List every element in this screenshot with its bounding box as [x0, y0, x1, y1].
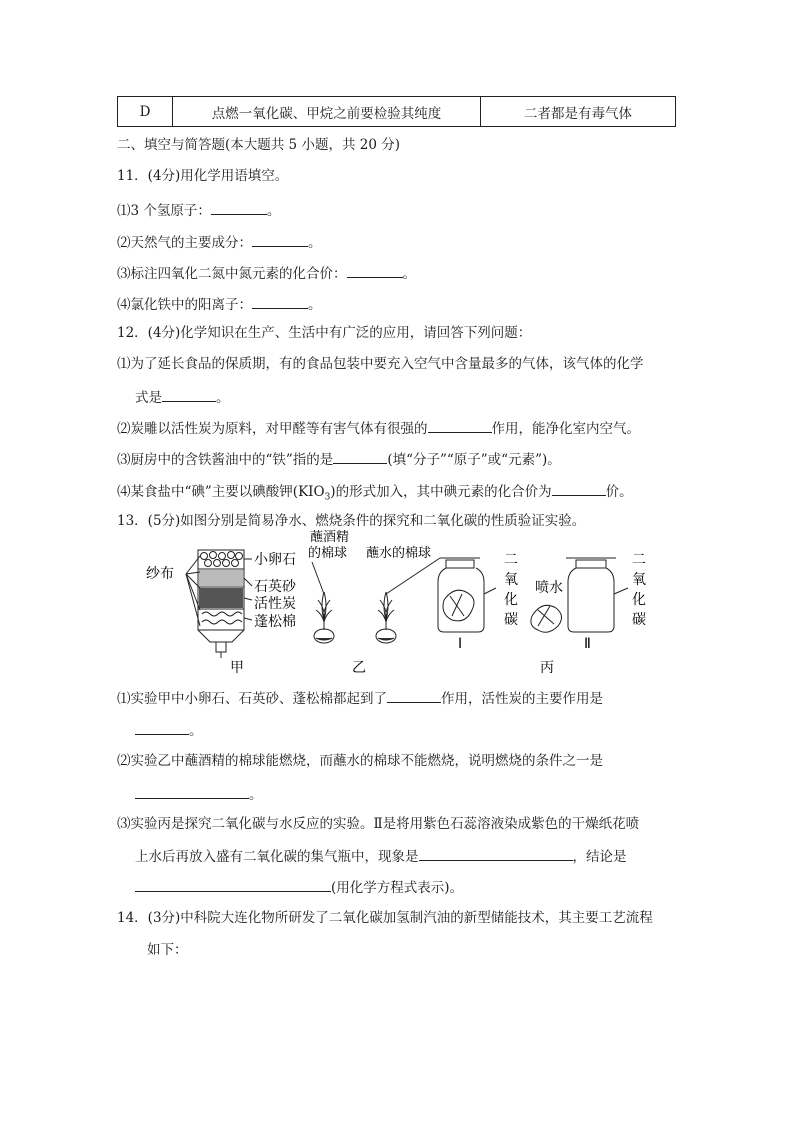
option-letter: D — [118, 97, 173, 127]
answer-blank[interactable] — [252, 232, 308, 247]
answer-blank[interactable] — [135, 784, 249, 799]
spray-label: 喷水 — [535, 580, 563, 596]
q13-stem: 13．(5分)如图分别是简易净水、燃烧条件的探究和二氧化碳的性质验证实验。 — [117, 513, 586, 529]
figure-label-bing: 丙 — [540, 660, 554, 676]
pebble-label: 小卵石 — [254, 552, 296, 568]
combustion-apparatus — [312, 558, 440, 643]
water-ball-label: 蘸水的棉球 — [366, 546, 432, 561]
alcohol-cotton-ball — [316, 592, 332, 622]
alcohol-label-2: 的棉球 — [308, 546, 348, 561]
answer-blank[interactable] — [135, 720, 189, 735]
co2-label: 化 — [504, 592, 518, 608]
carbon-label: 活性炭 — [254, 596, 296, 612]
q12-part4: ⑷某食盐中“碘”主要以碘酸钾$(KIO_3)$的形式加入，其中碘元素的化合价为 价。 — [117, 481, 633, 507]
q13-part1b: 。 — [135, 720, 203, 740]
jar-label-i: I — [458, 636, 463, 652]
answer-blank[interactable] — [135, 877, 331, 892]
q11-part1: ⑴3 个氢原子： 。 — [117, 200, 280, 220]
q12-part1a: ⑴为了延长食品的保质期，有的食品包装中要充入空气中含量最多的气体，该气体的化学 — [117, 356, 644, 372]
alcohol-label: 蘸酒精 — [310, 530, 350, 545]
co2-label: 二 — [504, 552, 518, 568]
jar-label-ii: Ⅱ — [584, 636, 591, 652]
sprayed-flower — [531, 605, 562, 632]
answer-blank[interactable] — [211, 200, 267, 215]
answer-blank[interactable] — [552, 481, 606, 496]
q13-part2a: ⑵实验乙中蘸酒精的棉球能燃烧，而蘸水的棉球不能燃烧，说明燃烧的条件之一是 — [117, 753, 603, 769]
q12-stem: 12．(4分)化学知识在生产、生活中有广泛的应用，请回答下列问题： — [117, 325, 532, 341]
q11-stem: 11．(4分)用化学用语填空。 — [117, 168, 289, 184]
q11-part3: ⑶标注四氧化二氮中氮元素的化合价： 。 — [117, 263, 416, 283]
q12-part1b: 式是 。 — [135, 387, 230, 407]
activated-carbon-layer — [199, 588, 243, 608]
q12-part2: ⑵炭雕以活性炭为原料，对甲醛等有害气体有很强的 作用，能净化室内空气。 — [117, 418, 640, 438]
q13-part2b: 。 — [135, 784, 263, 804]
litmus-paper-flower — [443, 590, 474, 621]
figure-label-yi: 乙 — [352, 660, 366, 676]
co2-label: 二 — [632, 552, 646, 568]
q12-part3: ⑶厨房中的含铁酱油中的“铁”指的是 (填“分子”“原子”或“元素”)。 — [117, 449, 561, 469]
co2-jar-1 — [438, 558, 496, 632]
q13-part3b: 上水后再放入盛有二氧化碳的集气瓶中，现象是 ，结论是 — [135, 846, 627, 866]
q14-stem-b: 如下： — [147, 942, 188, 958]
option-statement: 点燃一氧化碳、甲烷之前要检验其纯度 — [173, 97, 481, 127]
answer-blank[interactable] — [347, 263, 403, 278]
cotton-label: 蓬松棉 — [254, 614, 296, 630]
answer-blank[interactable] — [333, 449, 387, 464]
section-title: 二、填空与简答题(本大题共 5 小题，共 20 分) — [117, 137, 400, 153]
q13-part1a: ⑴实验甲中小卵石、石英砂、蓬松棉都起到了 作用，活性炭的主要作用是 — [117, 688, 603, 708]
q13-part3c: (用化学方程式表示)。 — [135, 877, 463, 897]
experiment-figure — [140, 530, 660, 678]
co2-label: 化 — [632, 592, 646, 608]
water-cotton-ball — [378, 592, 394, 622]
co2-label: 氧 — [504, 572, 518, 588]
answer-blank[interactable] — [428, 418, 492, 433]
gauze-label: 纱布 — [146, 566, 174, 582]
table-row — [118, 97, 676, 127]
alcohol-lamp — [376, 629, 396, 643]
co2-label: 碳 — [632, 612, 646, 628]
answer-blank[interactable] — [387, 688, 441, 703]
quartz-sand-layer — [199, 570, 243, 586]
pebble-layer — [201, 552, 243, 567]
water-filter-apparatus — [186, 550, 252, 658]
answer-blank[interactable] — [252, 294, 308, 309]
co2-jar-2 — [566, 558, 628, 632]
answer-blank[interactable] — [162, 387, 216, 402]
q11-part4: ⑷氯化铁中的阳离子： 。 — [117, 294, 322, 314]
answer-blank[interactable] — [419, 846, 573, 861]
cotton-layer — [202, 612, 242, 616]
quartz-label: 石英砂 — [254, 579, 296, 595]
figure-label-jia: 甲 — [230, 660, 244, 676]
q11-part2: ⑵天然气的主要成分： 。 — [117, 232, 322, 252]
co2-label: 碳 — [504, 612, 518, 628]
alcohol-lamp — [314, 629, 334, 643]
option-table — [117, 96, 676, 127]
q13-part3a: ⑶实验丙是探究二氧化碳与水反应的实验。Ⅱ是将用紫色石蕊溶液染成紫色的干燥纸花喷 — [117, 816, 640, 832]
q14-stem: 14．(3分)中科院大连化物所研发了二氧化碳加氢制汽油的新型储能技术，其主要工艺流程 — [117, 910, 653, 926]
option-reason: 二者都是有毒气体 — [481, 97, 676, 127]
co2-label: 氧 — [632, 572, 646, 588]
